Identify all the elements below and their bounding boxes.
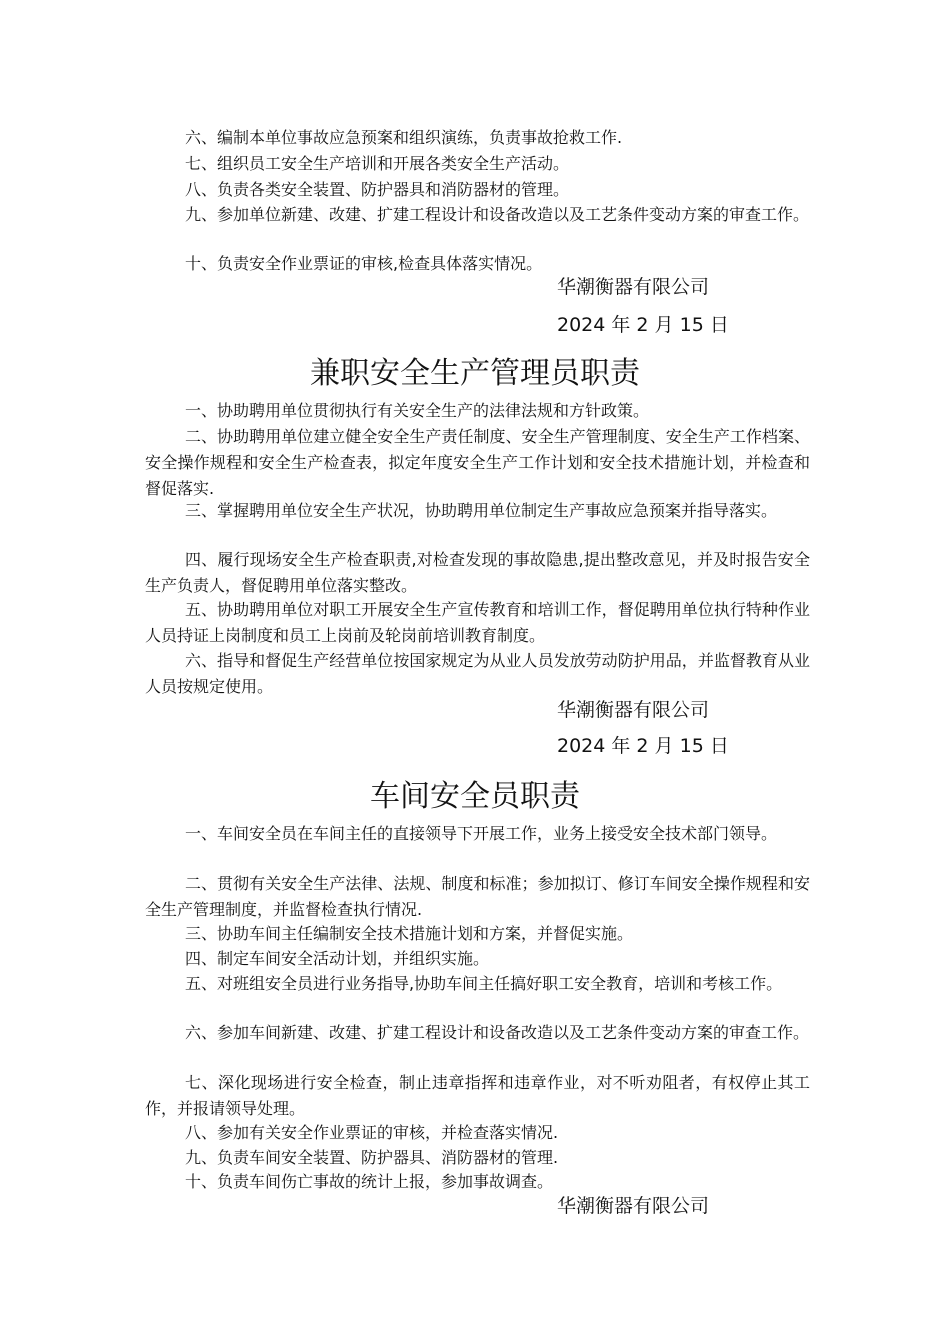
duty-item: 六、指导和督促生产经营单位按国家规定为从业人员发放劳动防护用品，并监督教育从业人员按规定使用。: [145, 651, 810, 696]
duty-item: 八、参加有关安全作业票证的审核，并检查落实情况.: [185, 1123, 559, 1142]
company-signature: 华潮衡器有限公司: [557, 276, 710, 298]
duty-item: 五、协助聘用单位对职工开展安全生产宣传教育和培训工作，督促聘用单位执行特种作业人员持证上岗制度和员工上岗前及轮岗前培训教育制度。: [145, 600, 810, 645]
signature-date: 2024 年 2 月 15 日: [557, 735, 729, 757]
duty-item: 三、掌握聘用单位安全生产状况，协助聘用单位制定生产事故应急预案并指导落实。: [185, 501, 778, 520]
duty-item: 十、负责车间伤亡事故的统计上报，参加事故调查。: [185, 1172, 554, 1191]
duty-item: 九、参加单位新建、改建、扩建工程设计和设备改造以及工艺条件变动方案的审查工作。: [185, 205, 810, 224]
duty-item: 二、协助聘用单位建立健全安全生产责任制度、安全生产管理制度、安全生产工作档案、安全操作规程和安全生产检查表，拟定年度安全生产工作计划和安全技术措施计划，并检查和督促落实.: [145, 427, 810, 498]
duty-item: 五、对班组安全员进行业务指导,协助车间主任搞好职工安全教育，培训和考核工作。: [185, 974, 783, 993]
duty-item: 八、负责各类安全装置、防护器具和消防器材的管理。: [185, 180, 570, 199]
section-title: 车间安全员职责: [370, 779, 580, 814]
duty-item: 三、协助车间主任编制安全技术措施计划和方案，并督促实施。: [185, 924, 634, 943]
duty-item: 六、参加车间新建、改建、扩建工程设计和设备改造以及工艺条件变动方案的审查工作。: [185, 1023, 810, 1042]
duty-item: 四、履行现场安全生产检查职责,对检查发现的事故隐患,提出整改意见，并及时报告安全生产负责人，督促聘用单位落实整改。: [145, 550, 810, 595]
duty-item: 四、制定车间安全活动计划，并组织实施。: [185, 949, 490, 968]
duty-item: 七、组织员工安全生产培训和开展各类安全生产活动。: [185, 154, 570, 173]
duty-item: 一、车间安全员在车间主任的直接领导下开展工作，业务上接受安全技术部门领导。: [185, 824, 778, 843]
duty-item: 一、协助聘用单位贯彻执行有关安全生产的法律法规和方针政策。: [185, 401, 650, 420]
duty-item: 九、负责车间安全装置、防护器具、消防器材的管理.: [185, 1148, 559, 1167]
company-signature: 华潮衡器有限公司: [557, 699, 710, 721]
duty-item: 七、深化现场进行安全检查，制止违章指挥和违章作业，对不听劝阻者，有权停止其工作，并报请领导处理。: [145, 1073, 810, 1118]
section-title: 兼职安全生产管理员职责: [310, 356, 640, 391]
duty-item: 十、负责安全作业票证的审核,检查具体落实情况。: [185, 254, 543, 273]
duty-item: 二、贯彻有关安全生产法律、法规、制度和标准；参加拟订、修订车间安全操作规程和安全生产管理制度，并监督检查执行情况.: [145, 874, 810, 919]
company-signature: 华潮衡器有限公司: [557, 1195, 710, 1217]
signature-date: 2024 年 2 月 15 日: [557, 314, 729, 336]
duty-item: 六、编制本单位事故应急预案和组织演练，负责事故抢救工作.: [185, 128, 623, 147]
